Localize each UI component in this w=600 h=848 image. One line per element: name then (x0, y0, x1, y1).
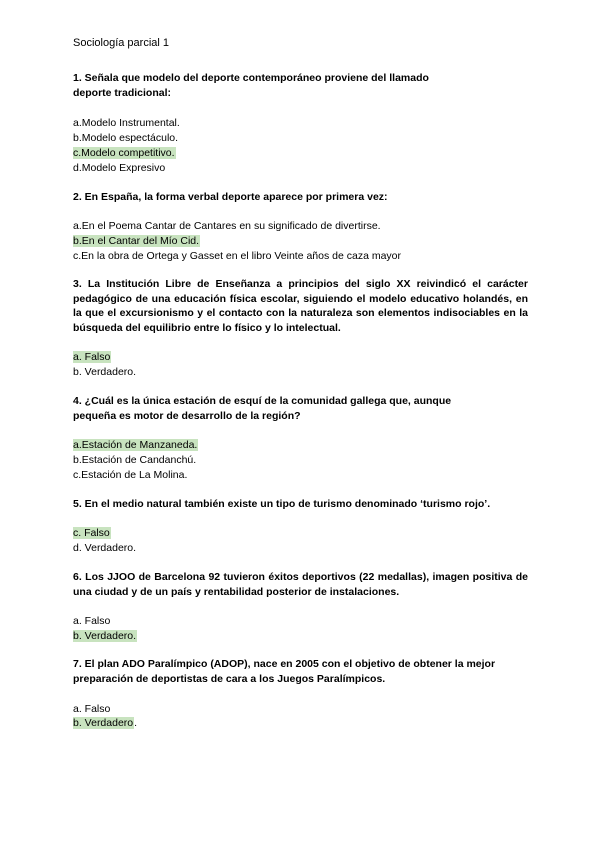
question-6: 6. Los JJOO de Barcelona 92 tuvieron éxitos deportivos (22 medallas), imagen positiva de una ciudad y de un país y rentabilidad posterior de instalaciones. (73, 571, 528, 598)
option-2c (73, 250, 401, 263)
document-title: Sociología parcial 1 (73, 37, 170, 49)
option-text: a. Falso (73, 703, 111, 715)
option-2a (73, 220, 381, 233)
option-text: b.Modelo espectáculo. (73, 132, 179, 144)
option-text: b.Estación de Candanchú. (73, 454, 197, 466)
option-text: a. Falso (73, 615, 111, 627)
option-suffix: . (134, 717, 138, 729)
option-6b (73, 630, 137, 643)
option-text: d. Verdadero. (73, 542, 137, 554)
option-7a (73, 703, 110, 716)
option-1d (73, 162, 165, 175)
option-3b (73, 366, 136, 379)
option-1c (73, 147, 176, 160)
option-text: d.Modelo Expresivo (73, 162, 166, 174)
option-text: c.Estación de La Molina. (73, 469, 188, 481)
option-4c (73, 469, 187, 482)
highlighted-answer: c.Modelo competitivo. (73, 147, 175, 159)
question-5: 5. En el medio natural también existe un tipo de turismo denominado ‘turismo rojo’. (73, 498, 491, 510)
highlighted-answer: c. Falso (73, 527, 110, 539)
option-2b (73, 235, 200, 248)
question-1: 1. Señala que modelo del deporte contemporáneo proviene del llamado deporte tradicional: (73, 72, 429, 99)
option-4a (73, 439, 198, 452)
highlighted-answer: b. Verdadero. (73, 630, 137, 642)
question-3: 3. La Institución Libre de Enseñanza a principios del siglo XX reivindicó el carácter pedagógico de una educación física escolar, siguiendo el modelo educativo holandés, en la que el excursionismo y el contacto con la naturaleza son elementos indisociables en la búsqueda del equilibrio entre lo físico y lo intelectual. (73, 278, 528, 334)
highlighted-answer: b.En el Cantar del Mío Cid. (73, 235, 200, 247)
option-1a (73, 117, 180, 130)
option-5c (73, 527, 111, 540)
option-4b (73, 454, 196, 467)
option-text: a.En el Poema Cantar de Cantares en su significado de divertirse. (73, 220, 381, 232)
option-1b (73, 132, 178, 145)
option-7b (73, 717, 137, 730)
option-text: a.Modelo Instrumental. (73, 117, 180, 129)
highlighted-answer: a.Estación de Manzaneda. (73, 439, 198, 451)
option-text: b. Verdadero. (73, 366, 137, 378)
option-3a (73, 351, 111, 364)
option-5d (73, 542, 136, 555)
highlighted-answer: b. Verdadero (73, 717, 134, 729)
question-2: 2. En España, la forma verbal deporte aparece por primera vez: (73, 191, 388, 203)
question-7: 7. El plan ADO Paralímpico (ADOP), nace en 2005 con el objetivo de obtener la mejor preparación de deportistas de cara a los Juegos Paralímpicos. (73, 658, 496, 685)
question-4: 4. ¿Cuál es la única estación de esquí de la comunidad gallega que, aunque pequeña es motor de desarrollo de la región? (73, 395, 452, 422)
option-6a (73, 615, 110, 628)
option-text: c.En la obra de Ortega y Gasset en el libro Veinte años de caza mayor (73, 250, 402, 262)
highlighted-answer: a. Falso (73, 351, 111, 363)
